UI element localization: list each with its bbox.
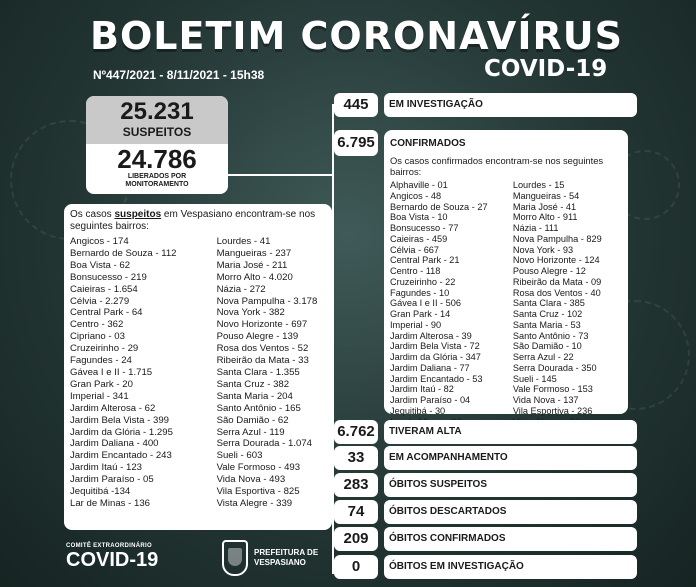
- list-item: Serra Azul - 119: [216, 426, 285, 438]
- list-item: Alphaville - 01: [390, 180, 448, 190]
- list-item: Serra Dourada - 350: [512, 362, 597, 373]
- intro-emphasis: suspeitos: [114, 209, 162, 220]
- list-item: Nova York - 382: [216, 307, 285, 319]
- released-count: 24.786: [117, 144, 197, 174]
- bulletin-id: Nº447/2021 - 8/11/2021 - 15h38: [93, 68, 265, 82]
- list-item: Vida Nova - 137: [512, 395, 579, 405]
- list-item: Mangueiras - 237: [216, 247, 292, 259]
- list-item: Nova Pampulha - 829: [512, 233, 602, 244]
- list-item: Ribeirão da Mata - 09: [512, 276, 602, 287]
- confirmed-box: [384, 130, 628, 414]
- list-item: Sueli - 603: [216, 450, 263, 462]
- stat-label: TIVERAM ALTA: [384, 420, 637, 444]
- investigation-value: 445: [334, 93, 378, 117]
- committee-logo: [66, 543, 158, 571]
- list-item: Santo Antônio - 165: [216, 402, 301, 414]
- confirmed-label: CONFIRMADOS: [390, 138, 466, 149]
- connector-line: [228, 174, 334, 176]
- stat-label: ÓBITOS CONFIRMADOS: [384, 527, 637, 551]
- list-item: Mangueiras - 54: [512, 190, 580, 201]
- list-item: Gávea I e II - 1.715: [70, 366, 153, 378]
- list-item: Vila Esportiva - 825: [216, 486, 300, 498]
- suspect-neighborhood-list-right: [217, 236, 326, 510]
- stat-label: ÓBITOS SUSPEITOS: [384, 473, 637, 497]
- list-item: Bernardo de Souza - 27: [390, 201, 488, 212]
- list-item: Vista Alegre - 339: [216, 497, 293, 509]
- list-item: Jardim Bela Vista - 399: [70, 414, 170, 426]
- stat-value: 33: [334, 446, 378, 470]
- list-item: Caieiras - 1.654: [70, 283, 138, 295]
- list-item: Bonsucesso - 219: [70, 271, 147, 283]
- list-item: Centro - 118: [390, 266, 441, 276]
- suspect-neighborhood-columns: [70, 236, 326, 510]
- intro-text: em Vespasiano encontram-se nos seguintes bairros:: [70, 209, 316, 232]
- list-item: Caieiras - 459: [390, 233, 448, 244]
- list-item: Cipriano - 03: [70, 331, 125, 343]
- list-item: Nova Pampulha - 3.178: [216, 295, 318, 307]
- list-item: Jardim da Glória - 1.295: [70, 426, 173, 438]
- list-item: São Damião - 62: [216, 414, 289, 426]
- list-item: Serra Dourada - 1.074: [216, 438, 313, 450]
- list-item: São Damião - 10: [512, 341, 582, 352]
- list-item: Santa Clara - 1.355: [216, 366, 300, 378]
- suspects-box: [86, 96, 228, 194]
- list-item: Bonsucesso - 77: [390, 223, 459, 233]
- list-item: Gran Park - 14: [390, 309, 451, 319]
- list-item: Názia - 111: [512, 223, 559, 233]
- list-item: Fagundes - 10: [390, 287, 450, 298]
- list-item: Vale Formoso - 493: [216, 462, 301, 474]
- list-item: Boa Vista - 62: [70, 259, 131, 271]
- list-item: Lourdes - 41: [216, 236, 271, 247]
- stat-label: ÓBITOS DESCARTADOS: [384, 500, 637, 524]
- list-item: Morro Alto - 911: [512, 212, 578, 223]
- list-item: Gávea I e II - 506: [390, 298, 461, 309]
- suspect-neighborhood-list-left: [70, 236, 217, 510]
- page-title: BOLETIM CORONAVÍRUS: [90, 14, 623, 58]
- list-item: Lar de Minas - 136: [70, 497, 150, 509]
- list-item: Imperial - 341: [70, 390, 129, 402]
- list-item: Central Park - 21: [390, 255, 460, 266]
- list-item: Santa Cruz - 102: [512, 309, 583, 319]
- list-item: Morro Alto - 4.020: [216, 271, 293, 283]
- intro-text: Os casos: [70, 209, 115, 220]
- list-item: Lourdes - 15: [512, 180, 565, 190]
- list-item: Santo Antônio - 73: [512, 330, 589, 341]
- stat-value: 209: [334, 527, 378, 551]
- city-crest-icon: [222, 540, 248, 576]
- confirmed-intro: Os casos confirmados encontram-se nos seguintes bairros:: [390, 155, 604, 177]
- investigation-label: EM INVESTIGAÇÃO: [384, 93, 637, 117]
- stat-value: 6.762: [334, 420, 378, 444]
- list-item: Santa Maria - 204: [216, 390, 293, 402]
- list-item: Jardim Paraíso - 04: [390, 395, 471, 405]
- released-label-line2: MONITORAMENTO: [125, 181, 189, 188]
- list-item: Rosa dos Ventos - 40: [512, 287, 601, 298]
- list-item: Jequitibá - 30: [390, 405, 446, 416]
- list-item: Santa Clara - 385: [512, 298, 585, 309]
- list-item: Vila Esportiva - 236: [512, 405, 593, 416]
- list-item: Cruzeirinho - 22: [390, 276, 456, 287]
- list-item: Jardim Itaú - 123: [70, 462, 142, 474]
- list-item: Boa Vista - 10: [390, 212, 448, 223]
- list-item: Jardim Encantado - 243: [70, 450, 172, 462]
- list-item: Jardim Itaú - 82: [390, 384, 454, 395]
- confirmed-neighborhood-list-left: [390, 180, 513, 427]
- list-item: Jardim Bela Vista - 72: [390, 341, 480, 352]
- list-item: Maria José - 211: [216, 259, 288, 271]
- list-item: Jardim Paraíso - 05: [70, 474, 154, 486]
- list-item: Jequitibá -134: [70, 486, 131, 498]
- list-item: Célvia - 2.279: [70, 295, 130, 307]
- confirmed-neighborhood-list-right: [513, 180, 622, 427]
- committee-covid-label: COVID-19: [66, 549, 159, 571]
- stat-value: 283: [334, 473, 378, 497]
- list-item: Rosa dos Ventos - 52: [216, 343, 309, 355]
- list-item: Jardim da Glória - 347: [390, 352, 481, 362]
- list-item: Serra Azul - 22: [512, 352, 574, 362]
- stat-value: 0: [334, 555, 378, 579]
- list-item: Santa Cruz - 382: [216, 378, 290, 390]
- list-item: Novo Horizonte - 124: [512, 255, 600, 266]
- list-item: Célvia - 667: [390, 244, 440, 255]
- list-item: Pouso Alegre - 12: [512, 266, 586, 276]
- stat-label: EM ACOMPANHAMENTO: [384, 446, 637, 470]
- list-item: Maria José - 41: [512, 201, 577, 212]
- list-item: Angicos - 48: [390, 190, 442, 201]
- page-subtitle: COVID-19: [484, 56, 608, 82]
- prefeitura-label-line1: PREFEITURA DE: [254, 548, 319, 557]
- list-item: Jardim Encantado - 53: [390, 373, 483, 384]
- list-item: Vida Nova - 493: [216, 474, 286, 486]
- list-item: Gran Park - 20: [70, 378, 133, 390]
- list-item: Bernardo de Souza - 112: [70, 247, 177, 259]
- suspects-label: SUSPEITOS: [122, 125, 192, 139]
- suspects-header: [86, 96, 228, 144]
- list-item: Jardim Alterosa - 62: [70, 402, 156, 414]
- list-item: Jardim Daliana - 77: [390, 362, 470, 373]
- prefeitura-logo: [222, 540, 318, 576]
- list-item: Nova York - 93: [512, 244, 574, 255]
- list-item: Fagundes - 24: [70, 355, 132, 367]
- list-item: Cruzeirinho - 29: [70, 343, 139, 355]
- suspect-neighborhoods-box: [64, 204, 332, 530]
- list-item: Názia - 272: [216, 283, 266, 295]
- list-item: Angicos - 174: [70, 236, 129, 247]
- stat-value: 74: [334, 500, 378, 524]
- list-item: Imperial - 90: [390, 319, 442, 330]
- suspects-count: 25.231: [120, 98, 194, 125]
- prefeitura-label-line2: VESPASIANO: [254, 558, 306, 567]
- committee-label: COMITÊ EXTRAORDINÁRIO: [66, 543, 152, 549]
- list-item: Vale Formoso - 153: [512, 384, 593, 395]
- list-item: Central Park - 64: [70, 307, 143, 319]
- list-item: Jardim Alterosa - 39: [390, 330, 472, 341]
- list-item: Jardim Daliana - 400: [70, 438, 159, 450]
- suspect-neighborhoods-intro: [70, 209, 326, 232]
- list-item: Santa Maria - 53: [512, 319, 581, 330]
- confirmed-neighborhood-columns: [390, 180, 622, 427]
- list-item: Sueli - 145: [512, 373, 557, 384]
- list-item: Novo Horizonte - 697: [216, 319, 308, 331]
- list-item: Ribeirão da Mata - 33: [216, 355, 309, 367]
- confirmed-value: 6.795: [334, 130, 378, 156]
- list-item: Pouso Alegre - 139: [216, 331, 299, 343]
- list-item: Centro - 362: [70, 319, 124, 331]
- released-label-line1: LIBERADOS POR: [127, 173, 187, 180]
- stat-label: ÓBITOS EM INVESTIGAÇÃO: [384, 555, 637, 579]
